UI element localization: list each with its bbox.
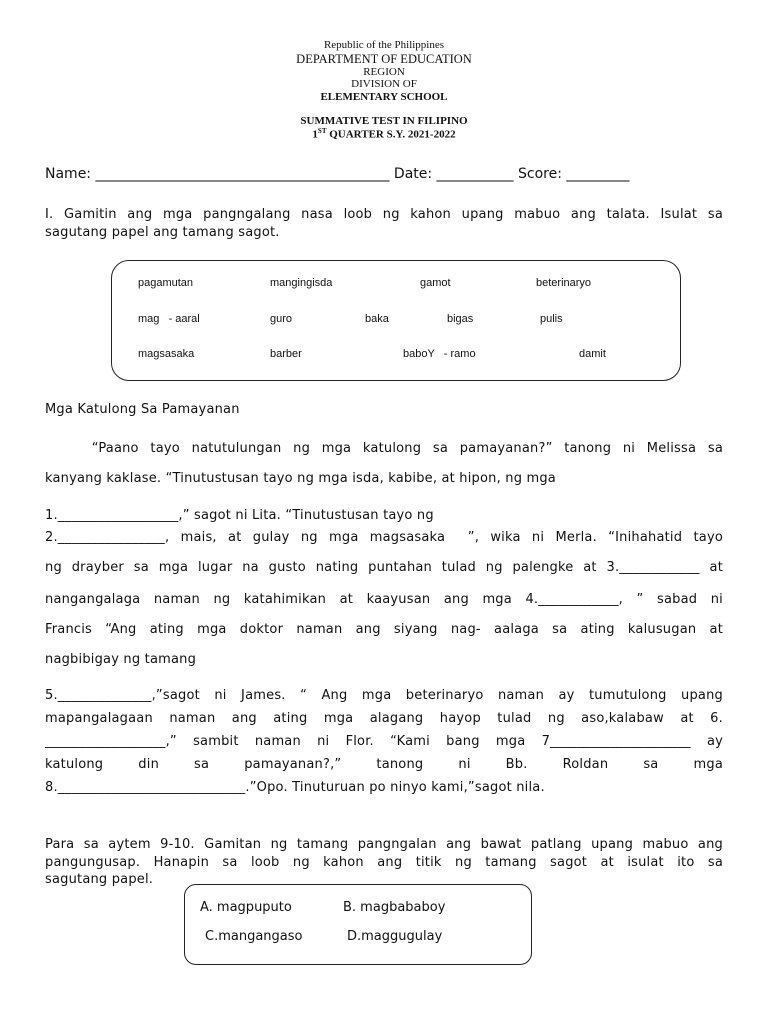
- part2-instruction-line: Para sa aytem 9-10. Gamitan ng tamang pangngalan ang bawat patlang upang mabuo ang: [45, 837, 723, 852]
- word-bank-item: mag - aaral: [138, 313, 200, 325]
- choice-b: B. magbababoy: [343, 900, 446, 915]
- part2-instruction-line: pangungusap. Hanapin sa loob ng kahon ang titik ng tamang sagot at isulat ito sa: [45, 855, 723, 870]
- region-line: REGION: [363, 66, 405, 78]
- word-bank-item: baka: [365, 313, 389, 325]
- story-line: __________________,” sambit naman ni Flor. “Kami bang mga 7_____________________ ay: [45, 734, 723, 749]
- choice-c: C.mangangaso: [205, 929, 303, 944]
- story-line: katulong din sa pamayanan?,” tanong ni Bb. Roldan sa mga: [45, 757, 723, 772]
- story-line: 8.____________________________.”Opo. Tinuturuan po ninyo kami,”sagot nila.: [45, 780, 545, 795]
- story-title: Mga Katulong Sa Pamayanan: [45, 402, 240, 417]
- republic-line: Republic of the Philippines: [323, 39, 445, 51]
- word-bank-item: guro: [270, 313, 293, 325]
- part1-instruction-line1: I. Gamitin ang mga pangngalang nasa loob ng kahon upang mabuo ang talata. Isulat sa: [45, 207, 723, 222]
- word-bank-item: baboY - ramo: [403, 348, 476, 360]
- word-bank-item: barber: [270, 348, 302, 360]
- story-line: 2.________________, mais, at gulay ng mga magsasaka ”, wika ni Merla. “Inihahatid tayo: [45, 530, 723, 545]
- department-line: DEPARTMENT OF EDUCATION: [296, 52, 472, 66]
- story-line: nangangalaga naman ng katahimikan at kaayusan ang mga 4.____________, ” sabad ni: [45, 592, 723, 607]
- part1-instruction-line2: sagutang papel ang tamang sagot.: [45, 225, 280, 240]
- story-line: 1.__________________,” sagot ni Lita. “Tinutustusan tayo ng: [45, 508, 434, 523]
- word-bank-item: bigas: [447, 313, 474, 325]
- word-bank-item: mangingisda: [270, 277, 333, 289]
- quarter-line: 1ST QUARTER S.Y. 2021-2022: [312, 127, 456, 141]
- word-bank-item: damit: [579, 348, 606, 360]
- word-bank-item: pulis: [540, 313, 563, 325]
- choice-a: A. magpuputo: [200, 900, 292, 915]
- name-date-score-line: Name: __________________________________________ Date: ___________ Score: _________: [45, 166, 630, 182]
- word-bank-item: pagamutan: [138, 277, 194, 289]
- word-bank-item: gamot: [420, 277, 451, 289]
- part2-instruction-line: sagutang papel.: [45, 872, 154, 887]
- story-line: kanyang kaklase. “Tinutustusan tayo ng mga isda, kabibe, at hipon, ng mga: [45, 471, 556, 486]
- choices-box: [184, 884, 532, 965]
- word-bank-item: beterinaryo: [536, 277, 592, 289]
- school-line: ELEMENTARY SCHOOL: [320, 91, 448, 103]
- story-line: “Paano tayo natutulungan ng mga katulong sa pamayanan?” tanong ni Melissa sa: [45, 441, 723, 456]
- story-line: nagbibigay ng tamang: [45, 652, 197, 667]
- choice-d: D.maggugulay: [347, 929, 443, 944]
- test-title: SUMMATIVE TEST IN FILIPINO: [300, 115, 468, 127]
- story-line: Francis “Ang ating mga doktor naman ang siyang nag- aalaga sa ating kalusugan at: [45, 622, 723, 637]
- word-bank-item: magsasaka: [138, 348, 195, 360]
- story-line: 5.______________,”sagot ni James. “ Ang mga beterinaryo naman ay tumutulong upang: [45, 688, 723, 703]
- story-line: ng drayber sa mga lugar na gusto nating puntahan tulad ng palengke at 3.____________ at: [45, 560, 723, 575]
- story-line: mapangalagaan naman ang ating mga alagang hayop tulad ng aso,kalabaw at 6.: [45, 711, 723, 726]
- division-line: DIVISION OF: [351, 78, 417, 90]
